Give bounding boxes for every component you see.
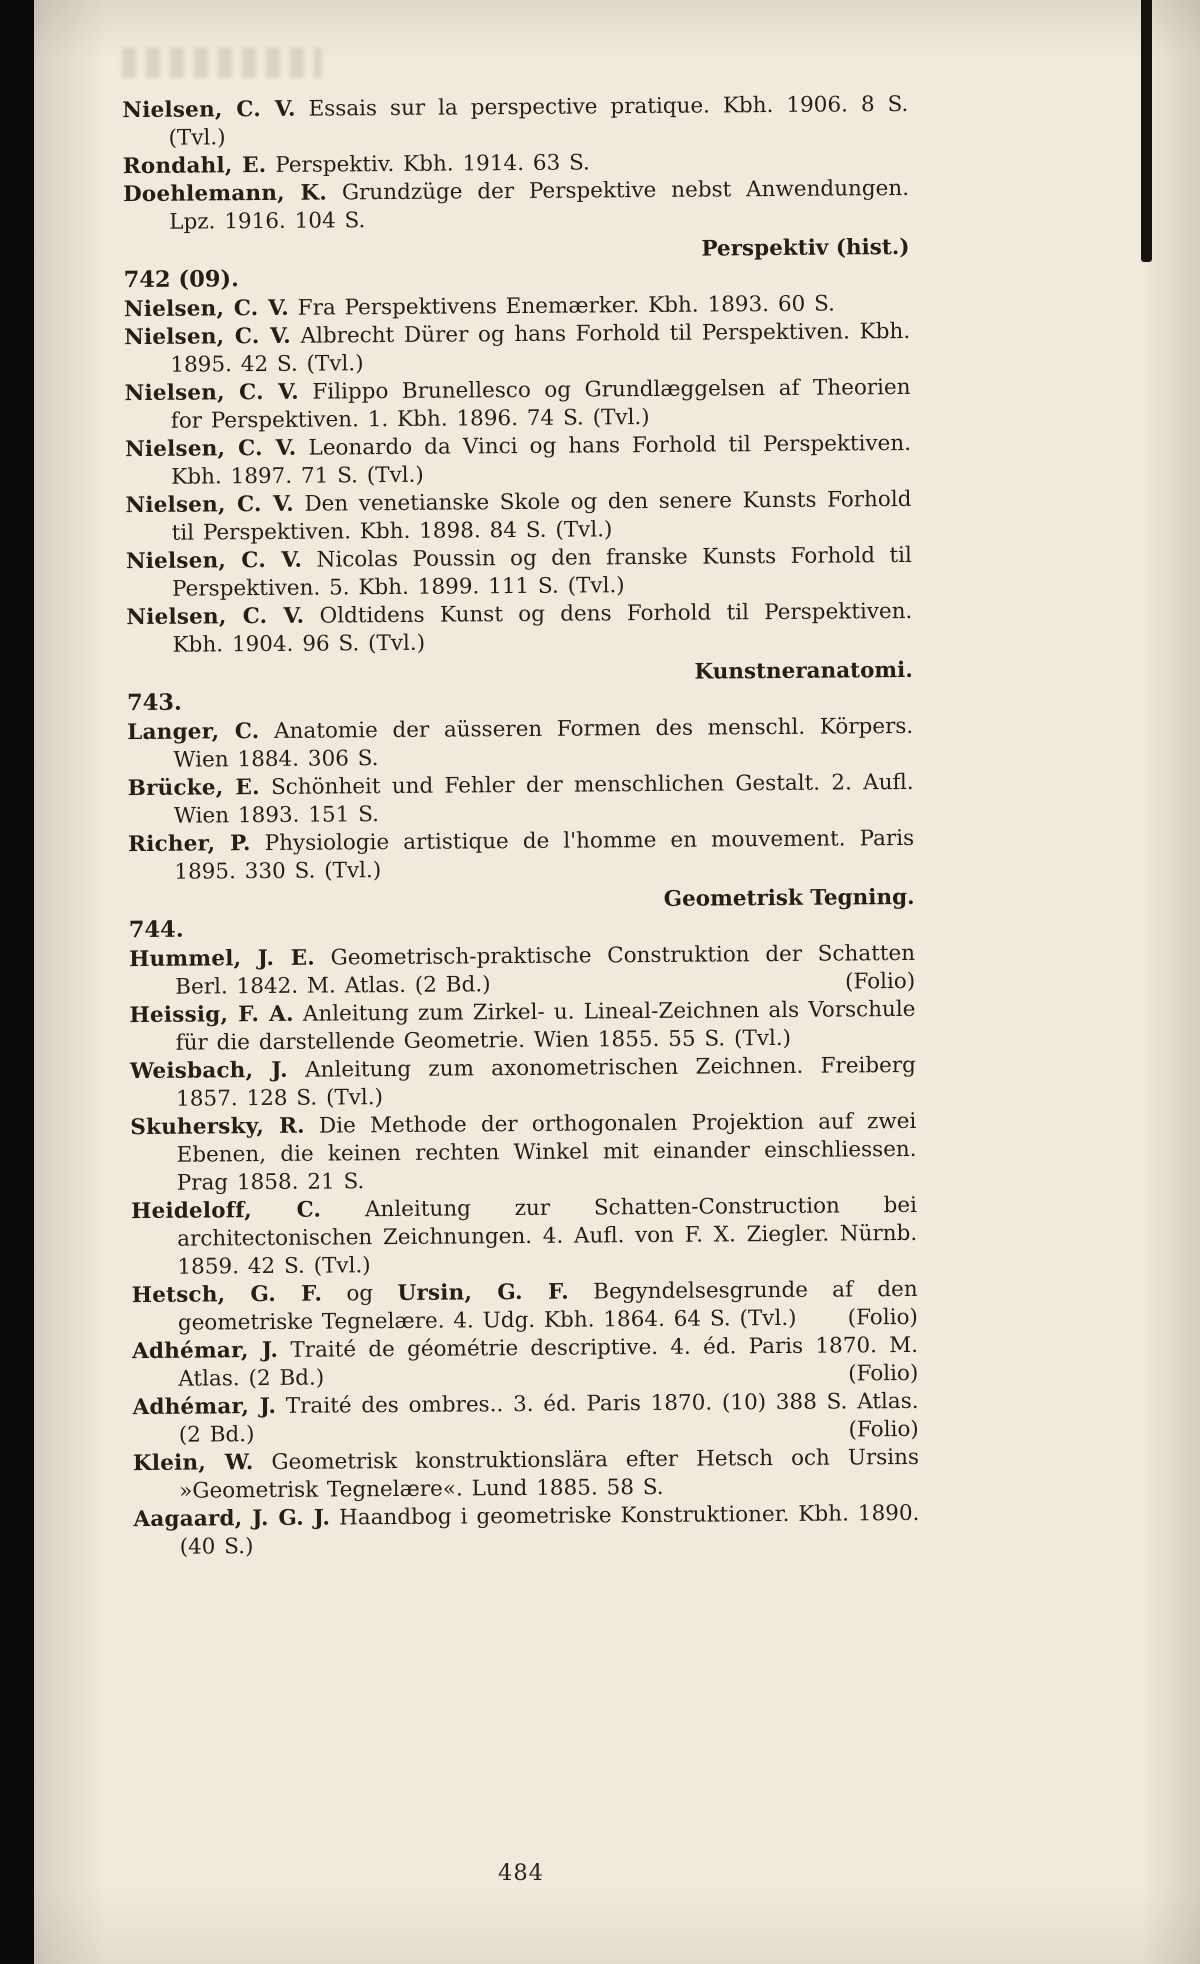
bibliography-entry: [129, 996, 915, 1058]
book-spine-shadow: [0, 0, 34, 1964]
entry-author: Aagaard, J. G. J.: [133, 1505, 331, 1533]
entry-author: Skuhersky, R.: [130, 1113, 305, 1141]
entry-text: Albrecht Dürer og hans Forhold til Perspektiven. Kbh. 1895. 42 S. (Tvl.): [170, 318, 911, 378]
entry-author: Nielsen, C. V.: [125, 547, 303, 575]
entry-text: Traité de géométrie descriptive. 4. éd. Paris 1870. M. Atlas. (2 Bd.): [178, 1332, 919, 1392]
section-number: 742 (09).: [123, 266, 240, 294]
entry-text: Physiologie artistique de l'homme en mouvement. Paris 1895. 330 S. (Tvl.): [174, 825, 915, 885]
entry-author: Langer, C.: [127, 719, 260, 746]
entry-author: Richer, P.: [128, 831, 251, 858]
entry-author: Heissig, F. A.: [129, 1001, 294, 1029]
section-heading: Perspektiv (hist.): [701, 234, 910, 262]
entry-author: Hetsch, G. F.: [131, 1281, 323, 1309]
entry-text: Anatomie der aüsseren Formen des menschl. Körpers. Wien 1884. 306 S.: [173, 713, 914, 773]
folio-note: (Folio): [848, 1416, 919, 1443]
entry-author: Nielsen, C. V.: [122, 96, 296, 124]
bibliography-entry: [125, 430, 911, 492]
entry-text: Oldtidens Kunst og dens Forhold til Perspektiven. Kbh. 1904. 96 S. (Tvl.): [172, 598, 913, 658]
section-number: 743.: [126, 689, 182, 717]
entry-author: Nielsen, C. V.: [123, 295, 289, 323]
entry-text: og: [322, 1280, 398, 1307]
entry-author: Adhémar, J.: [132, 1393, 277, 1421]
entry-author: Klein, W.: [132, 1450, 254, 1477]
bibliography-list: [122, 91, 919, 1562]
folio-note: (Folio): [847, 1304, 918, 1331]
scan-edge-mark: [1141, 0, 1152, 262]
entry-text: Filippo Brunellesco og Grundlæggelsen af Theorien for Perspektiven. 1. Kbh. 1896. 74 S. (Tvl.): [170, 374, 911, 434]
entry-text: Schönheit und Fehler der menschlichen Gestalt. 2. Aufl. Wien 1893. 151 S.: [173, 769, 914, 829]
section-heading: Kunstneranatomi.: [694, 657, 913, 685]
bibliography-entry: [133, 1444, 919, 1506]
entry-author: Nielsen, C. V.: [124, 323, 291, 351]
entry-text: Grundzüge der Perspektive nebst Anwendungen. Lpz. 1916. 104 S.: [169, 175, 910, 235]
faded-stamp: [122, 48, 322, 78]
entry-author: Nielsen, C. V.: [124, 379, 299, 407]
entry-text: Anleitung zur Schatten-Construction bei architectonischen Zeichnungen. 4. Aufl. von F. X. Ziegler. Nürnb. 1859. 42 S. (Tvl.): [177, 1192, 918, 1280]
folio-note: (Folio): [844, 968, 916, 995]
entry-author: Weisbach, J.: [129, 1057, 288, 1085]
bibliography-entry: [128, 825, 914, 887]
bibliography-entry: [126, 598, 912, 660]
entry-text: Haandbog i geometriske Konstruktioner. Kbh. 1890. (40 S.): [179, 1500, 920, 1560]
entry-text: Traité des ombres.. 3. éd. Paris 1870. (10) 388 S. Atlas. (2 Bd.): [178, 1388, 919, 1448]
entry-author: Heideloff, C.: [130, 1197, 322, 1225]
folio-note: (Folio): [848, 1360, 919, 1387]
bibliography-entry: [130, 1052, 916, 1114]
entry-author: Nielsen, C. V.: [126, 603, 305, 631]
section-number: 744.: [128, 916, 184, 944]
entry-text: Perspektiv. Kbh. 1914. 63 S.: [266, 150, 590, 178]
entry-text: Geometrisch-praktische Construktion der Schatten Berl. 1842. M. Atlas. (2 Bd.): [175, 940, 916, 1000]
entry-text: Anleitung zum axonometrischen Zeichnen. Freiberg 1857. 128 S. (Tvl.): [176, 1052, 916, 1112]
entry-author: Doehlemann, K.: [122, 180, 328, 208]
bibliography-entry: [132, 1388, 918, 1450]
entry-author: Hummel, J. E.: [128, 945, 316, 973]
entry-author: Ursin, G. F.: [397, 1279, 570, 1306]
bibliography-entry: [132, 1332, 918, 1394]
bibliography-entry: [123, 175, 909, 237]
entry-text: Nicolas Poussin og den franske Kunsts Forhold til Perspektiven. 5. Kbh. 1899. 111 S. (Tvl.): [172, 542, 912, 602]
entry-text: Begyndelsesgrunde af den geometriske Tegnelære. 4. Udg. Kbh. 1864. 64 S. (Tvl.): [177, 1276, 918, 1336]
bibliography-entry: [126, 542, 912, 604]
entry-author: Brücke, E.: [127, 775, 260, 802]
bibliography-entry: [131, 1192, 918, 1282]
entry-text: Anleitung zum Zirkel- u. Lineal-Zeichnen als Vorschule für die darstellende Geometrie. Wien 1855. 55 S. (Tvl.): [175, 996, 916, 1056]
bibliography-entry: [133, 1500, 919, 1562]
page-number: 484: [498, 1860, 544, 1886]
bibliography-entry: [122, 91, 908, 153]
bibliography-entry: [129, 940, 915, 1002]
entry-author: Adhémar, J.: [132, 1337, 279, 1365]
entry-text: Essais sur la perspective pratique. Kbh. 1906. 8 S. (Tvl.): [168, 91, 909, 151]
entry-author: Nielsen, C. V.: [125, 491, 294, 519]
entry-text: Die Methode der orthogonalen Projektion auf zwei Ebenen, die keinen rechten Winkel mit einander einschliessen. Prag 1858. 21 S.: [176, 1108, 917, 1196]
bibliography-entry: [124, 318, 910, 380]
bibliography-entry: [128, 769, 914, 831]
bibliography-entry: [130, 1108, 917, 1198]
section-heading: Geometrisk Tegning.: [663, 884, 915, 912]
entry-text: Fra Perspektivens Enemærker. Kbh. 1893. 60 S.: [288, 291, 836, 321]
entry-author: Rondahl, E.: [122, 152, 267, 180]
bibliography-entry: [124, 374, 910, 436]
bibliography-entry: [132, 1276, 918, 1338]
bibliography-entry: [125, 486, 911, 548]
entry-text: Den venetianske Skole og den senere Kunsts Forhold til Perspektiven. Kbh. 1898. 84 S. (Tvl.): [171, 486, 912, 546]
entry-author: Nielsen, C. V.: [124, 435, 297, 463]
entry-text: Geometrisk konstruktionslära efter Hetsch och Ursins »Geometrisk Tegnelære«. Lund 1885. 58 S.: [179, 1444, 920, 1504]
entry-text: Leonardo da Vinci og hans Forhold til Perspektiven. Kbh. 1897. 71 S. (Tvl.): [171, 430, 912, 490]
bibliography-entry: [127, 713, 913, 775]
